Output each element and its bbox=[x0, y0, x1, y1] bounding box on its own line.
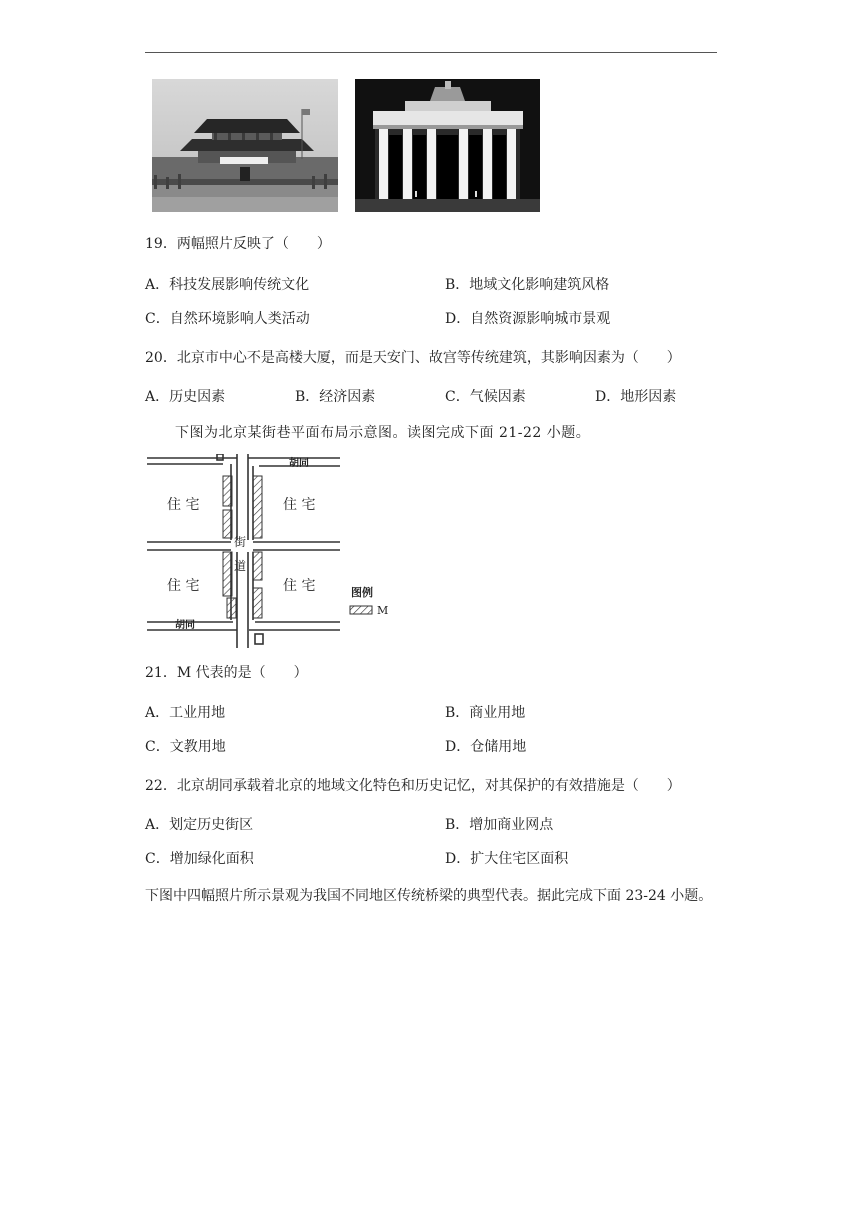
map-label-residential: 住 宅 bbox=[283, 578, 316, 594]
header-rule bbox=[145, 52, 717, 53]
q22-option-c[interactable]: C．增加绿化面积 bbox=[145, 851, 254, 867]
map-label-street: 道 bbox=[234, 559, 247, 573]
legend-title: 图例 bbox=[351, 586, 373, 599]
legend-label-m: M bbox=[377, 604, 389, 617]
map-label-hutong: 胡同 bbox=[289, 458, 309, 469]
map-label-street: 街 bbox=[234, 535, 247, 549]
map-label-residential: 住 宅 bbox=[283, 497, 316, 513]
q19-option-b[interactable]: B．地域文化影响建筑风格 bbox=[445, 277, 610, 293]
q22-option-d[interactable]: D．扩大住宅区面积 bbox=[445, 851, 569, 867]
q21-option-c[interactable]: C．文教用地 bbox=[145, 739, 226, 755]
q21-stem: 21．M 代表的是（ ） bbox=[145, 665, 308, 681]
map-label-hutong: 胡同 bbox=[175, 620, 195, 631]
intro-23-24: 下图中四幅照片所示景观为我国不同地区传统桥梁的典型代表。据此完成下面 23-24 小题。 bbox=[145, 888, 713, 904]
q19-option-a[interactable]: A．科技发展影响传统文化 bbox=[145, 277, 310, 293]
q22-option-a[interactable]: A．划定历史街区 bbox=[145, 817, 254, 833]
q19-stem: 19．两幅照片反映了（ ） bbox=[145, 236, 331, 252]
street-layout-map bbox=[145, 454, 395, 652]
q21-option-a[interactable]: A．工业用地 bbox=[145, 705, 226, 721]
q19-option-c[interactable]: C．自然环境影响人类活动 bbox=[145, 311, 310, 327]
q21-option-b[interactable]: B．商业用地 bbox=[445, 705, 526, 721]
brandenburg-gate-photo bbox=[355, 79, 540, 212]
map-label-residential: 住 宅 bbox=[167, 497, 200, 513]
q20-option-d[interactable]: D．地形因素 bbox=[595, 389, 677, 405]
legend-hatch-swatch bbox=[350, 606, 372, 614]
q22-option-b[interactable]: B．增加商业网点 bbox=[445, 817, 554, 833]
tiananmen-gate-photo bbox=[152, 79, 338, 212]
q20-option-b[interactable]: B．经济因素 bbox=[295, 389, 376, 405]
q20-option-a[interactable]: A．历史因素 bbox=[145, 389, 226, 405]
intro-21-22: 下图为北京某街巷平面布局示意图。读图完成下面 21-22 小题。 bbox=[175, 425, 591, 441]
map-label-residential: 住 宅 bbox=[167, 578, 200, 594]
q20-option-c[interactable]: C．气候因素 bbox=[445, 389, 526, 405]
q22-stem: 22．北京胡同承载着北京的地域文化特色和历史记忆，对其保护的有效措施是（ ） bbox=[145, 778, 681, 794]
q19-option-d[interactable]: D．自然资源影响城市景观 bbox=[445, 311, 611, 327]
q21-option-d[interactable]: D．仓储用地 bbox=[445, 739, 527, 755]
q20-stem: 20．北京市中心不是高楼大厦，而是天安门、故宫等传统建筑，其影响因素为（ ） bbox=[145, 350, 681, 366]
